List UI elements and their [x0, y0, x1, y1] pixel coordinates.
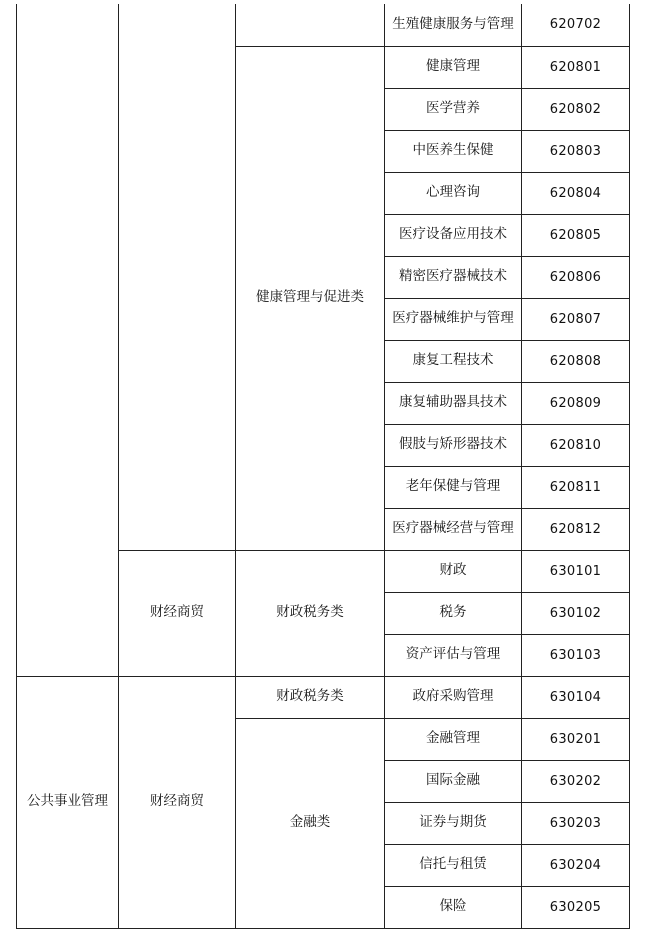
major-code: 630101 [522, 550, 630, 592]
major-code: 630103 [522, 634, 630, 676]
major-name: 中医养生保健 [385, 130, 522, 172]
major-code: 630205 [522, 886, 630, 928]
major-name: 政府采购管理 [385, 676, 522, 718]
empty-cell [236, 4, 385, 46]
major-code: 620807 [522, 298, 630, 340]
major-code: 620702 [522, 4, 630, 46]
major-name: 证券与期货 [385, 802, 522, 844]
major-code: 630203 [522, 802, 630, 844]
major-name: 资产评估与管理 [385, 634, 522, 676]
major-name: 老年保健与管理 [385, 466, 522, 508]
major-code: 620811 [522, 466, 630, 508]
major-name: 健康管理 [385, 46, 522, 88]
major-name: 医疗器械维护与管理 [385, 298, 522, 340]
table-row [17, 676, 630, 718]
empty-cell [17, 4, 119, 676]
major-code: 620804 [522, 172, 630, 214]
major-name: 国际金融 [385, 760, 522, 802]
major-code-table [16, 4, 630, 929]
major-code: 620810 [522, 424, 630, 466]
major-name: 信托与租赁 [385, 844, 522, 886]
major-code: 620809 [522, 382, 630, 424]
major-name: 税务 [385, 592, 522, 634]
major-code: 620806 [522, 256, 630, 298]
major-name: 财政 [385, 550, 522, 592]
major-code: 630204 [522, 844, 630, 886]
major-name: 金融管理 [385, 718, 522, 760]
field-finance: 财经商贸 [119, 676, 236, 928]
category-health: 健康管理与促进类 [236, 46, 385, 550]
category-finance-tax: 财政税务类 [236, 676, 385, 718]
table-row [17, 4, 630, 46]
major-name: 康复工程技术 [385, 340, 522, 382]
major-name: 生殖健康服务与管理 [385, 4, 522, 46]
category-finance-tax: 财政税务类 [236, 550, 385, 676]
major-code: 630102 [522, 592, 630, 634]
major-code: 620805 [522, 214, 630, 256]
major-code: 620812 [522, 508, 630, 550]
major-code: 630104 [522, 676, 630, 718]
major-code: 620801 [522, 46, 630, 88]
major-code: 620802 [522, 88, 630, 130]
major-name: 医学营养 [385, 88, 522, 130]
major-code: 630202 [522, 760, 630, 802]
empty-cell [119, 4, 236, 550]
field-public-admin: 公共事业管理 [17, 676, 119, 928]
field-finance: 财经商贸 [119, 550, 236, 676]
major-name: 医疗设备应用技术 [385, 214, 522, 256]
major-code: 630201 [522, 718, 630, 760]
major-name: 心理咨询 [385, 172, 522, 214]
category-banking: 金融类 [236, 718, 385, 928]
major-code: 620808 [522, 340, 630, 382]
major-code: 620803 [522, 130, 630, 172]
major-name: 精密医疗器械技术 [385, 256, 522, 298]
major-name: 保险 [385, 886, 522, 928]
major-name: 假肢与矫形器技术 [385, 424, 522, 466]
major-name: 康复辅助器具技术 [385, 382, 522, 424]
major-name: 医疗器械经营与管理 [385, 508, 522, 550]
